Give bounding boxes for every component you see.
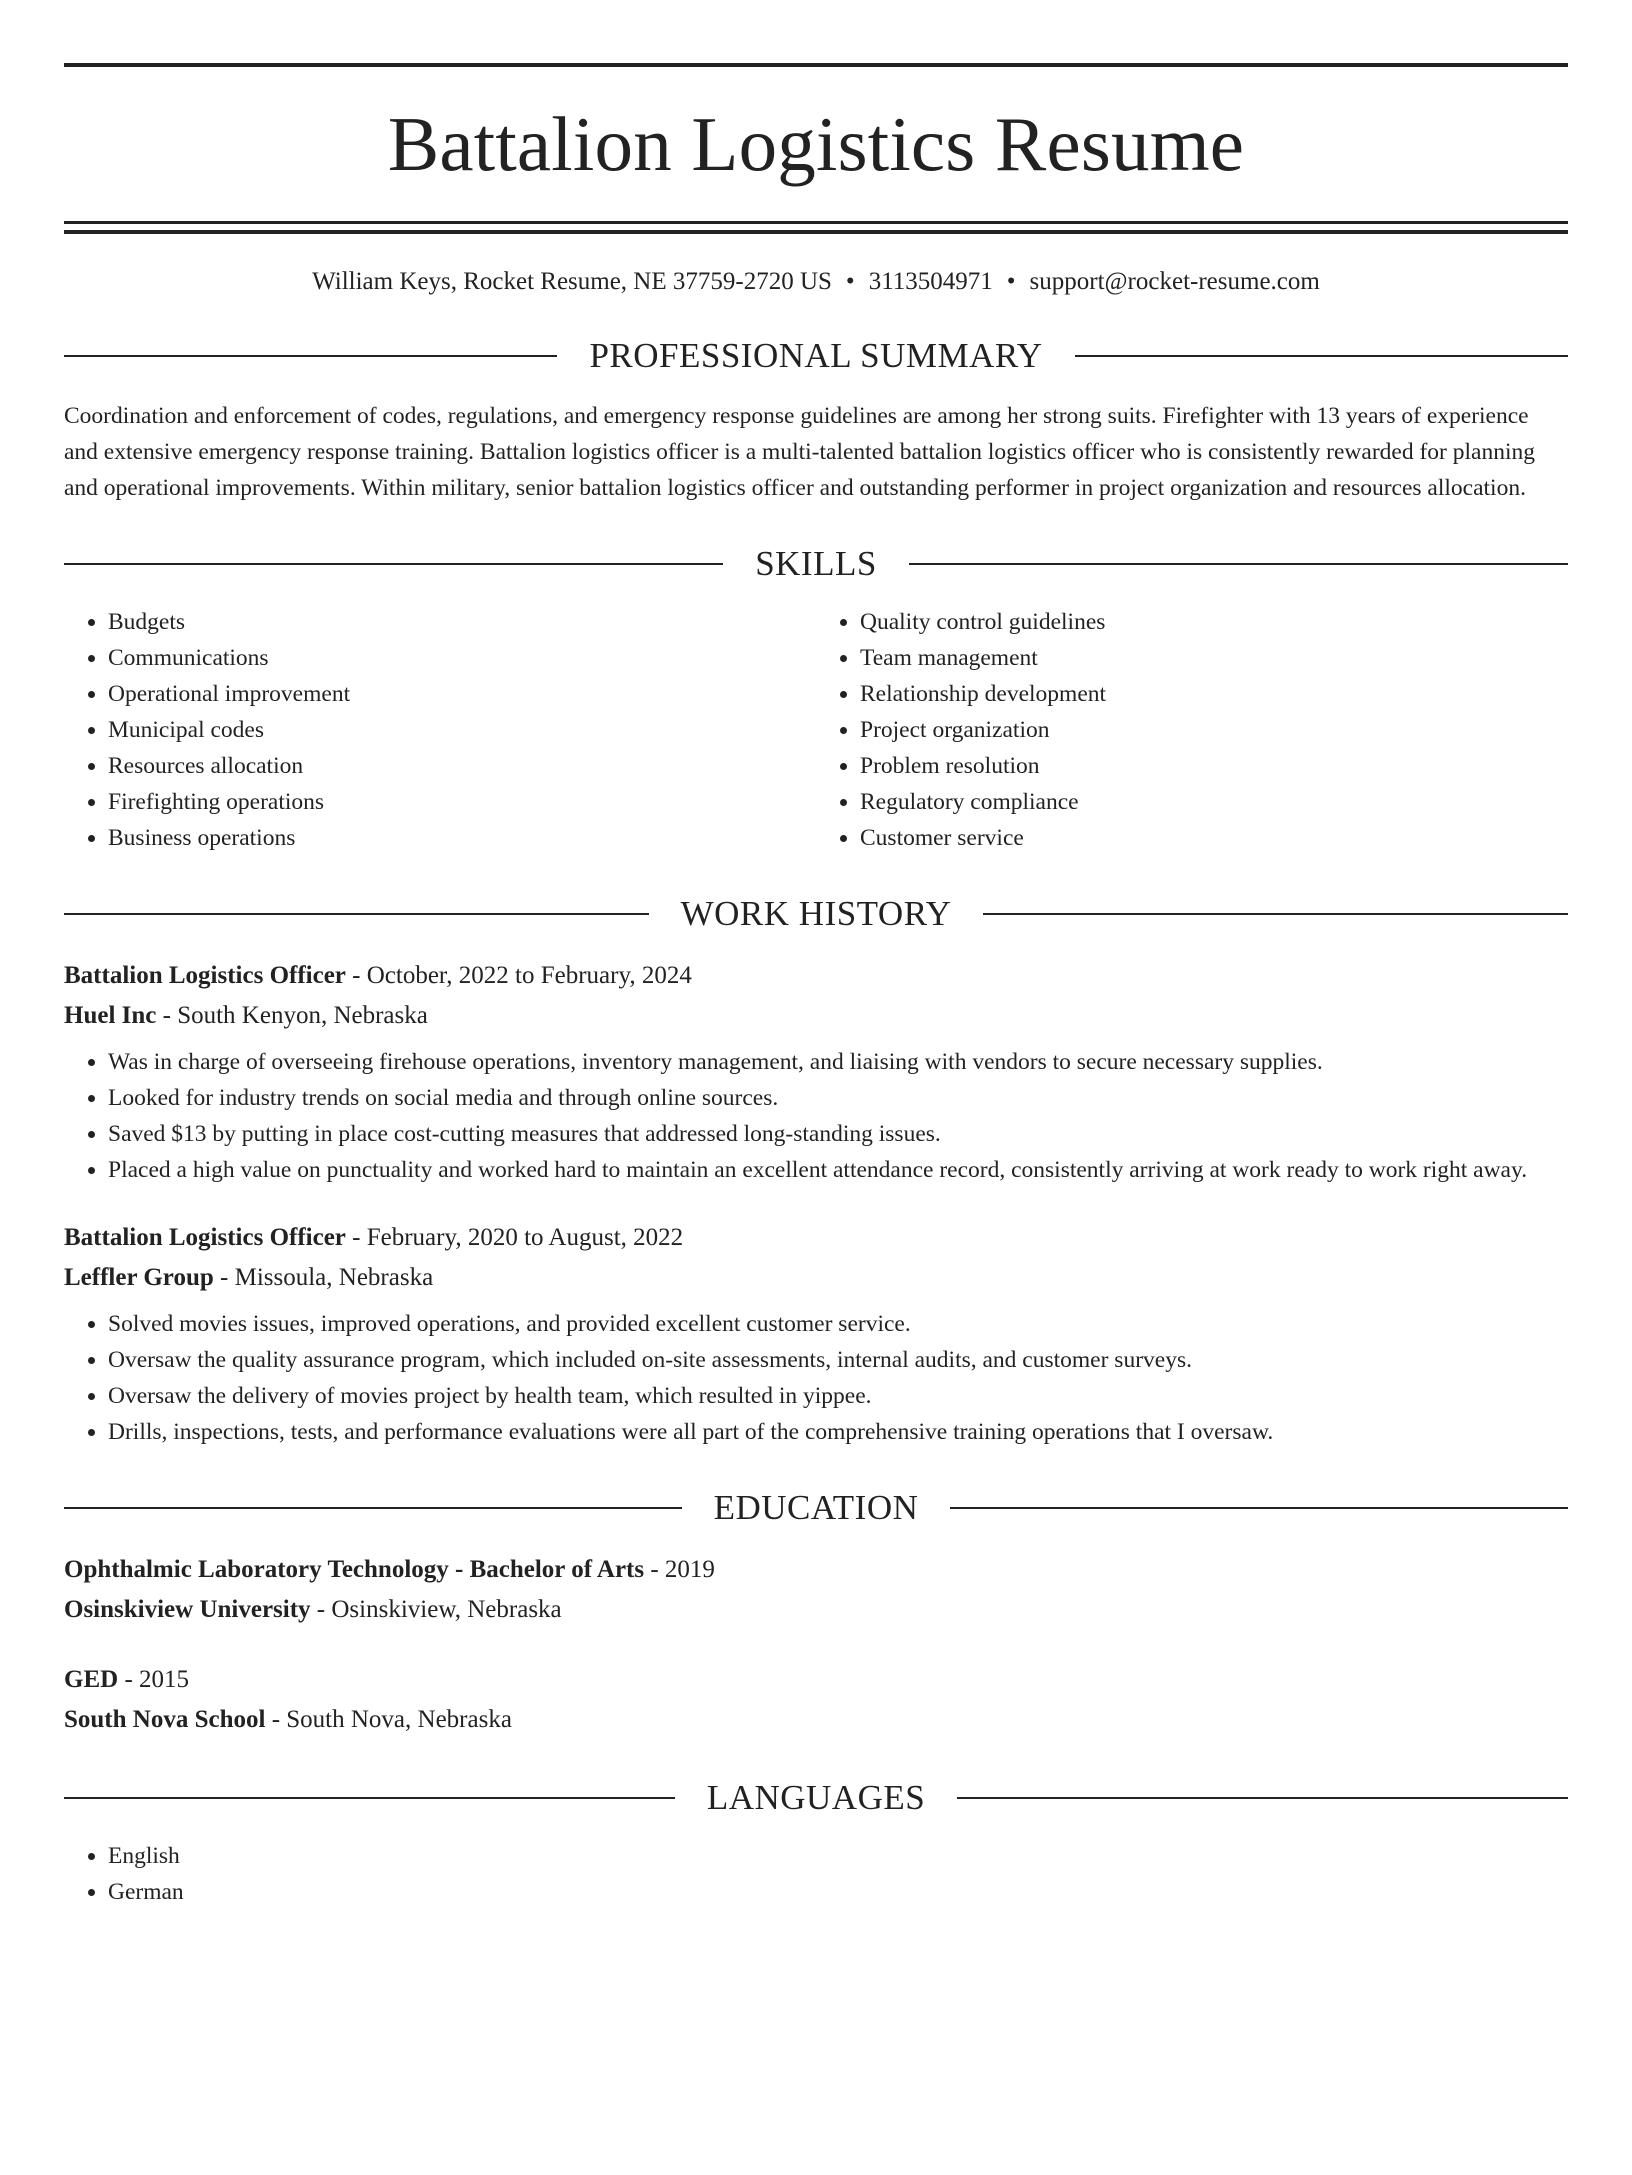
school-location: - South Nova, Nebraska	[265, 1706, 512, 1733]
job-entry	[64, 1218, 1568, 1450]
degree-name: GED	[64, 1666, 119, 1693]
skill-item: • Team management	[860, 640, 1568, 676]
skill-item: • Problem resolution	[860, 748, 1568, 784]
skill-item: • Operational improvement	[108, 676, 816, 712]
job-location: - South Kenyon, Nebraska	[156, 1002, 428, 1029]
skill-item: • Municipal codes	[108, 712, 816, 748]
job-company: Leffler Group	[64, 1264, 214, 1291]
job-dates: - February, 2020 to August, 2022	[345, 1224, 684, 1251]
job-location: - Missoula, Nebraska	[213, 1264, 434, 1291]
page-title: Battalion Logistics Resume	[387, 101, 1245, 187]
degree-line	[64, 1660, 1568, 1700]
skills-columns	[64, 604, 1568, 856]
skills-list-left	[64, 604, 816, 856]
job-bullet: • Placed a high value on punctuality and worked hard to maintain an excellent attendance record, consistently arriving at work ready to work right away.	[108, 1152, 1568, 1188]
job-title-line	[64, 956, 1568, 996]
job-bullet: • Saved $13 by putting in place cost-cutting measures that addressed long-standing issues.	[108, 1116, 1568, 1152]
title-double-rule	[64, 221, 1568, 234]
skill-item: • Budgets	[108, 604, 816, 640]
job-title-line	[64, 1218, 1568, 1258]
job-bullet: • Looked for industry trends on social media and through online sources.	[108, 1080, 1568, 1116]
section-title-work: WORK HISTORY	[680, 894, 952, 933]
summary-text: Coordination and enforcement of codes, regulations, and emergency response guidelines are among her strong suits. Firefighter with 13 years of experience and extensive emergency response training. Battalion logistics officer is a multi-talented battalion logistics officer who is consistently rewarded for planning and operational improvements. Within military, senior battalion logistics officer and outstanding performer in project organization and resources allocation.	[64, 403, 1535, 501]
contact-phone: 3113504971	[868, 268, 993, 295]
education-entry	[64, 1660, 1568, 1740]
language-item: • German	[108, 1874, 1568, 1910]
job-company-line	[64, 1258, 1568, 1298]
job-company: Huel Inc	[64, 1002, 157, 1029]
contact-line	[64, 266, 1568, 298]
skill-item: • Relationship development	[860, 676, 1568, 712]
contact-separator: •	[1006, 268, 1016, 295]
skill-item: • Project organization	[860, 712, 1568, 748]
resume-page	[0, 63, 1632, 2175]
section-title-skills: SKILLS	[755, 544, 877, 583]
skill-item: • Firefighting operations	[108, 784, 816, 820]
section-heading-languages	[64, 1778, 1568, 1818]
top-rule	[64, 63, 1568, 67]
contact-separator: •	[845, 268, 855, 295]
job-title: Battalion Logistics Officer	[64, 962, 346, 989]
section-heading-work	[64, 894, 1568, 934]
job-entry	[64, 956, 1568, 1188]
job-bullet: • Oversaw the quality assurance program, which included on-site assessments, internal audits, and customer surveys.	[108, 1342, 1568, 1378]
section-heading-skills	[64, 544, 1568, 584]
skill-item: • Business operations	[108, 820, 816, 856]
skill-item: • Communications	[108, 640, 816, 676]
contact-email: support@rocket-resume.com	[1029, 268, 1320, 295]
section-heading-summary	[64, 336, 1568, 376]
degree-year: - 2015	[118, 1666, 190, 1693]
skill-item: • Regulatory compliance	[860, 784, 1568, 820]
school-location: - Osinskiview, Nebraska	[310, 1596, 562, 1623]
job-bullet: • Drills, inspections, tests, and performance evaluations were all part of the comprehensive training operations that I oversaw.	[108, 1414, 1568, 1450]
degree-line	[64, 1550, 1568, 1590]
job-bullet: • Oversaw the delivery of movies project by health team, which resulted in yippee.	[108, 1378, 1568, 1414]
section-title-education: EDUCATION	[713, 1488, 919, 1527]
contact-address: William Keys, Rocket Resume, NE 37759-2720 US	[312, 268, 832, 295]
degree-name: Ophthalmic Laboratory Technology - Bachelor of Arts	[64, 1556, 645, 1583]
school-line	[64, 1700, 1568, 1740]
school-line	[64, 1590, 1568, 1630]
section-heading-education	[64, 1488, 1568, 1528]
job-title: Battalion Logistics Officer	[64, 1224, 346, 1251]
language-item: • English	[108, 1838, 1568, 1874]
skill-item: • Quality control guidelines	[860, 604, 1568, 640]
school-name: South Nova School	[64, 1706, 266, 1733]
education-entry	[64, 1550, 1568, 1630]
languages-list	[64, 1838, 1568, 1910]
job-bullets	[64, 1306, 1568, 1450]
degree-year: - 2019	[644, 1556, 715, 1583]
job-bullet: • Was in charge of overseeing firehouse operations, inventory management, and liaising with vendors to secure necessary supplies.	[108, 1044, 1568, 1080]
section-title-languages: LANGUAGES	[706, 1778, 926, 1817]
school-name: Osinskiview University	[64, 1596, 311, 1623]
section-title-summary: PROFESSIONAL SUMMARY	[589, 336, 1043, 375]
job-dates: - October, 2022 to February, 2024	[345, 962, 692, 989]
skill-item: • Customer service	[860, 820, 1568, 856]
skills-list-right	[816, 604, 1568, 856]
job-company-line	[64, 996, 1568, 1036]
job-bullet: • Solved movies issues, improved operations, and provided excellent customer service.	[108, 1306, 1568, 1342]
job-bullets	[64, 1044, 1568, 1188]
skill-item: • Resources allocation	[108, 748, 816, 784]
